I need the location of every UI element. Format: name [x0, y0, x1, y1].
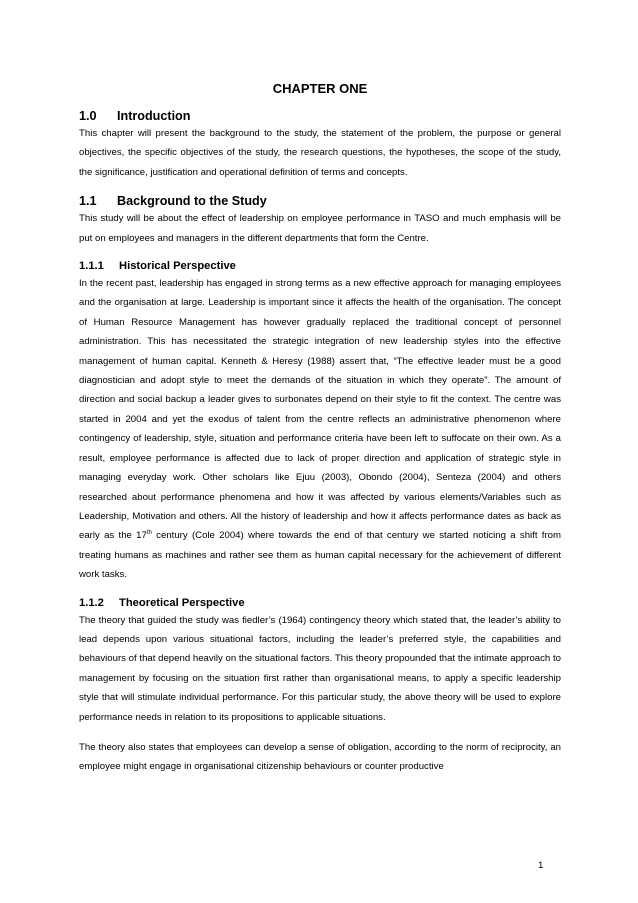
spacer: [79, 585, 561, 596]
chapter-title: CHAPTER ONE: [272, 81, 368, 96]
subsection-heading-historical: [79, 259, 561, 274]
section-heading-background: [79, 193, 561, 209]
theoretical-paragraph: The theory that guided the study was fiedler’s (1964) contingency theory which stated that, the leader’s ability to lead depends upon various situational factors, including the leader’s preferred style, the capabilities and behaviours of that depend heavily on the situational factors. This theory propounded that the intimate approach to management by focusing on the situation first rather than organisational means, to apply a specific leadership style that will stimulate individual performance. For this particular study, the above theory will be used to explore performance needs in relation to its propositions to applicable situations.: [79, 614, 561, 723]
historical-text-part1: In the recent past, leadership has engaged in strong terms as a new effective approach for managing employees and the organisation at large. Leadership is important since it affects the health of the organisation. The concept of Human Resource Management has however gradually replaced the traditional concept of personnel administration. This has necessitated the strategic integration of new leadership styles into the effective management of human capital. Kenneth & Heresy (1988) assert that, “The effective leader must be a good diagnostician and adopt style to meet the demands of the situation in which they operate”. The amount of direction and social backup a leader gives to surbonates depend on their style to fit the context. The centre was started in 2004 and yet the exodus of talent from the centre reflects an administrative phenomenon where contingency of leadership, style, situation and performance criteria have been left to suffocate on their own. As a result, employee performance is affected due to lack of proper direction and application of strategic style in managing everyday work. Other scholars like Ejuu (2003), Obondo (2004), Senteza (2004) and others researched about performance phenomena and how it was affected by various elements/Variables such as Leadership, Motivation and others. All the history of leadership and how it affects performance dates as back as early as the 17: [79, 278, 561, 542]
subsection-heading-theoretical: [79, 596, 561, 611]
section-title: Introduction: [117, 109, 191, 123]
historical-text-part2: century (Cole 2004) where towards the end of that century we started noticing a shift from treating humans as machines and rather see them as human capital necessary for the achievement of different work tasks.: [79, 530, 561, 581]
ordinal-superscript: th: [146, 530, 152, 537]
historical-paragraph: [79, 274, 561, 585]
page-number: 1: [538, 860, 544, 871]
introduction-paragraph: This chapter will present the background to the study, the statement of the problem, the purpose or general objectives, the specific objectives of the study, the research questions, the hypotheses, the scope of the study, the significance, justification and operational definition of terms and concepts.: [79, 128, 561, 178]
subsection-number: 1.1.2: [79, 596, 104, 609]
spacer: [79, 727, 561, 738]
background-paragraph: This study will be about the effect of leadership on employee performance in TASO and much emphasis will be put on employees and managers in the different departments that form the Centre.: [79, 213, 561, 244]
subsection-number: 1.1.1: [79, 260, 104, 273]
spacer: [79, 248, 561, 259]
spacer: [79, 182, 561, 193]
section-number: 1.1: [79, 194, 97, 209]
subsection-title: Historical Perspective: [119, 260, 236, 273]
section-title: Background to the Study: [117, 194, 267, 209]
page-content: [79, 80, 561, 777]
section-heading-introduction: [79, 108, 561, 124]
subsection-title: Theoretical Perspective: [119, 596, 245, 609]
theoretical-paragraph-2: The theory also states that employees can develop a sense of obligation, according to the norm of reciprocity, an employee might engage in organisational citizenship behaviours or counter productive: [79, 741, 561, 773]
section-number: 1.0: [79, 109, 97, 123]
